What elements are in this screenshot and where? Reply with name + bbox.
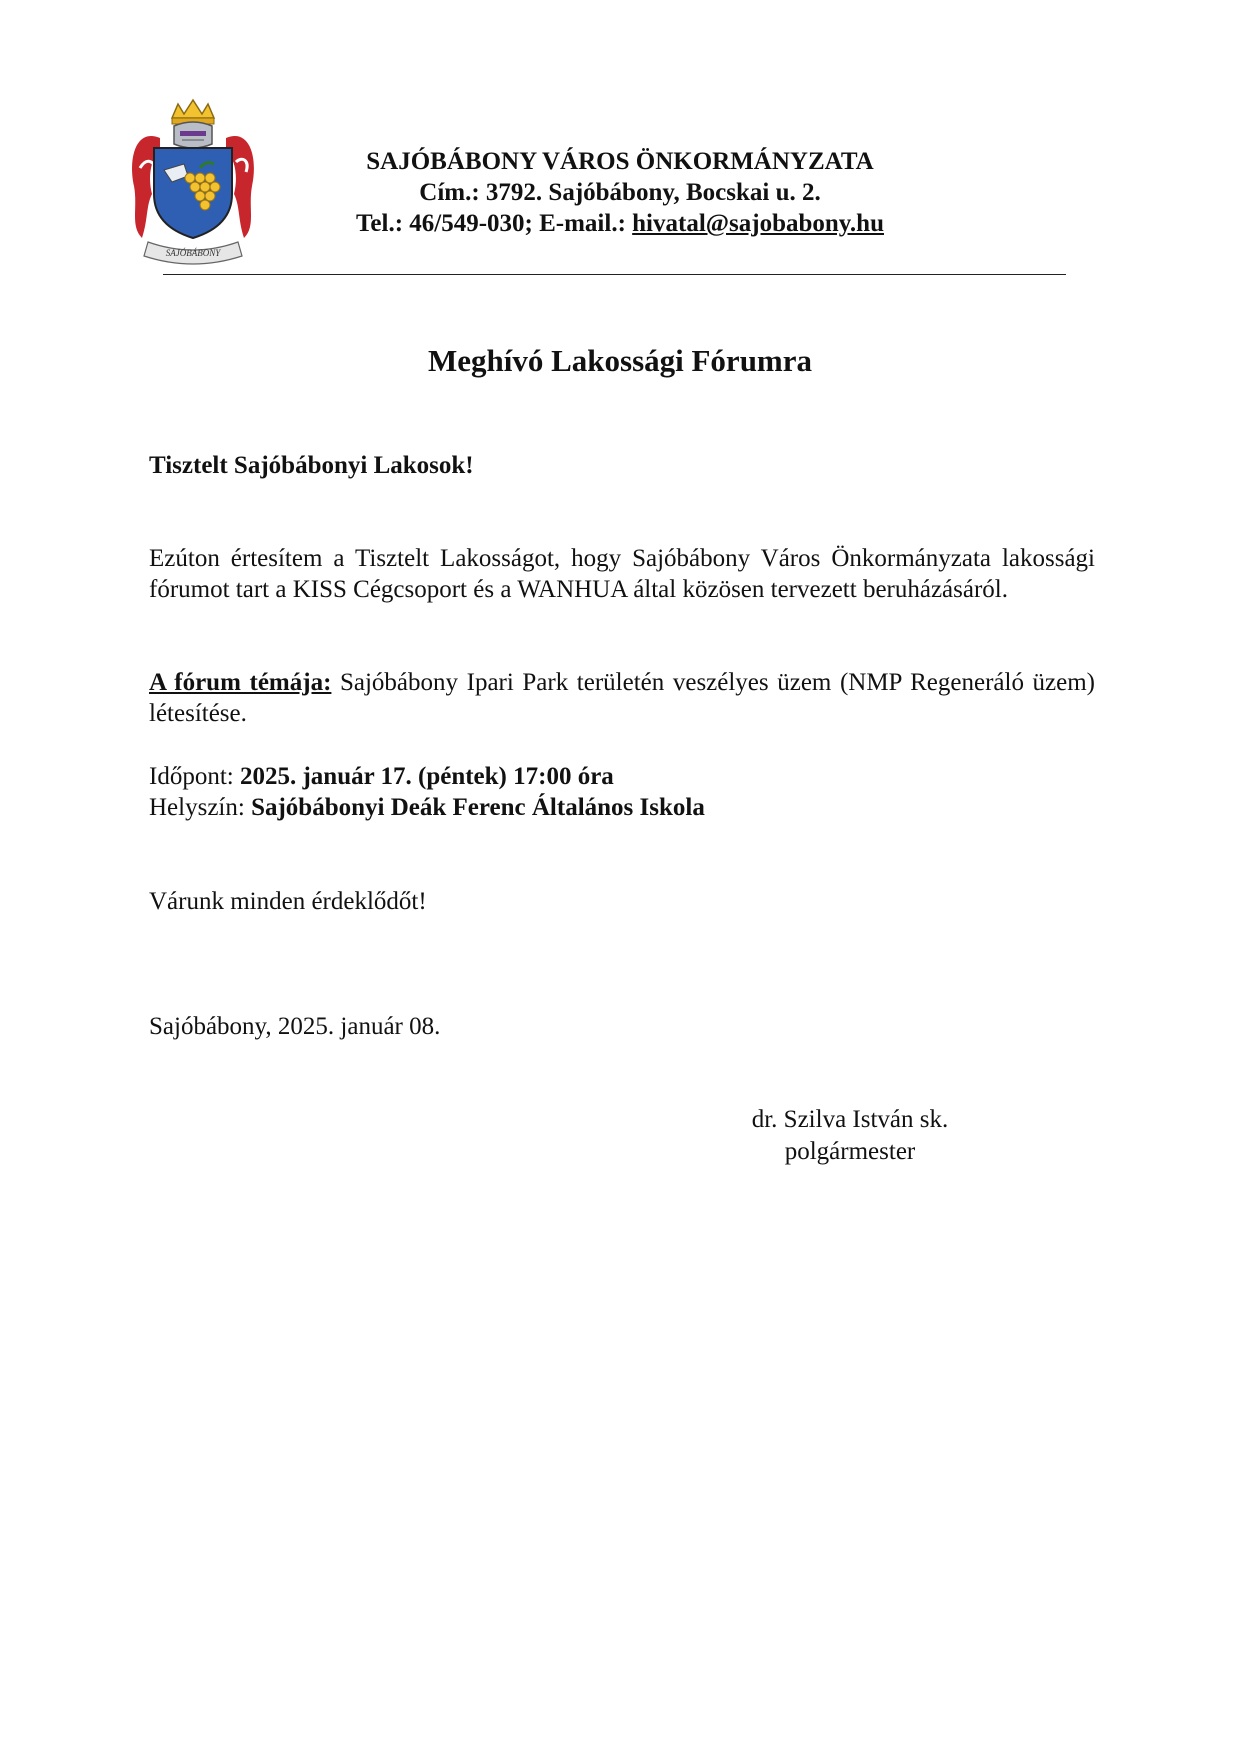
contact-phone: Tel.: 46/549-030; E-mail.: [356, 210, 633, 237]
salutation: Tisztelt Sajóbábonyi Lakosok! [149, 452, 474, 479]
crest-banner-text: SAJÓBÁBONY [165, 248, 221, 258]
time-label: Időpont: [149, 763, 240, 790]
letterhead [280, 146, 960, 239]
place-and-date: Sajóbábony, 2025. január 08. [149, 1013, 441, 1040]
org-address: Cím.: 3792. Sajóbábony, Bocskai u. 2. [419, 179, 821, 206]
org-name: SAJÓBÁBONY VÁROS ÖNKORMÁNYZATA [366, 148, 874, 175]
crest-crown [172, 100, 214, 118]
topic-label: A fórum témája: [149, 669, 332, 696]
coat-of-arms-logo [126, 98, 260, 268]
signature-block [700, 1104, 1000, 1168]
crest-shield [154, 148, 232, 238]
document-title: Meghívó Lakossági Fórumra [427, 343, 813, 378]
topic-text: Sajóbábony Ipari Park területén veszélyes üzem (NMP Regeneráló üzem) létesítése. [149, 669, 1095, 727]
time-value: 2025. január 17. (péntek) 17:00 óra [239, 763, 614, 790]
event-place [149, 792, 705, 823]
intro-paragraph: Ezúton értesítem a Tisztelt Lakosságot, hogy Sajóbábony Város Önkormányzata lakossági fórumot tart a KISS Cégcsoport és a WANHUA által közösen tervezett beruházásáról. [149, 545, 1095, 603]
signatory-role: polgármester [784, 1138, 916, 1165]
header-divider [163, 274, 1066, 275]
place-label: Helyszín: [149, 794, 252, 821]
topic-paragraph [149, 667, 1095, 729]
place-value: Sajóbábonyi Deák Ferenc Általános Iskola [251, 794, 705, 821]
email-link[interactable]: hivatal@sajobabony.hu [632, 210, 884, 237]
org-contact [280, 208, 960, 239]
signatory-name: dr. Szilva István sk. [751, 1106, 949, 1133]
event-time [149, 761, 614, 792]
welcome-line: Várunk minden érdeklődőt! [149, 888, 427, 915]
